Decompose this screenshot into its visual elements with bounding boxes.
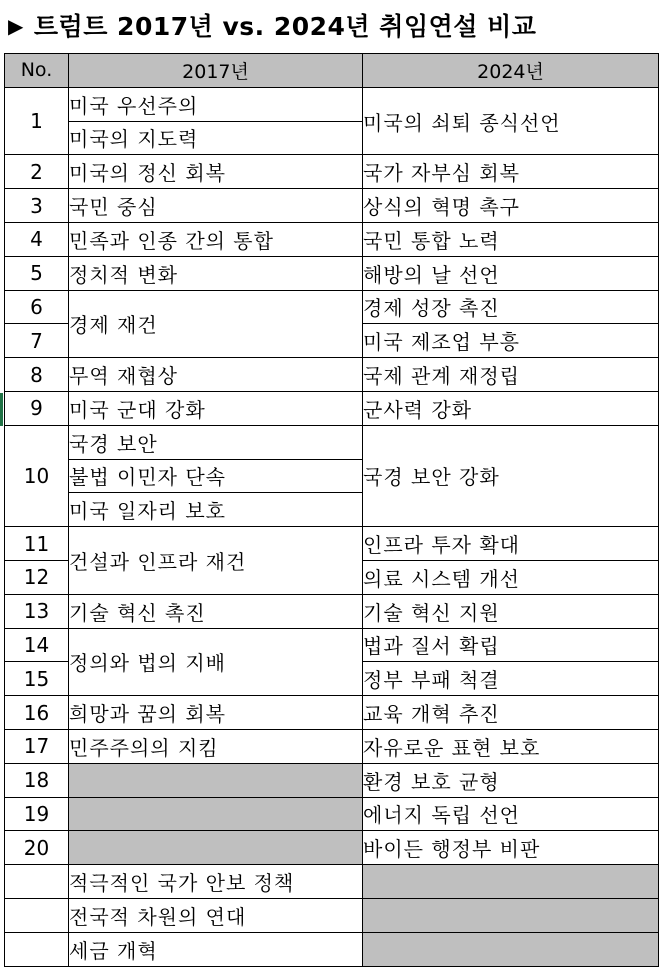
cell-2017[interactable]: 민주주의의 지킴 (69, 729, 363, 763)
comparison-table (4, 53, 659, 967)
cell-2024[interactable]: 법과 질서 확립 (363, 628, 659, 662)
cell-2017[interactable]: 건설과 인프라 재건 (69, 527, 363, 595)
cell-2024[interactable]: 의료 시스템 개선 (363, 560, 659, 594)
table-row (5, 932, 659, 966)
cell-2024[interactable]: 바이든 행정부 비판 (363, 831, 659, 865)
cell-no[interactable]: 13 (5, 594, 69, 628)
cell-no[interactable]: 17 (5, 729, 69, 763)
header-row (5, 54, 659, 88)
cell-2024[interactable]: 국제 관계 재정립 (363, 358, 659, 392)
cell-no[interactable]: 6 (5, 290, 69, 324)
cell-no[interactable]: 20 (5, 831, 69, 865)
cell-2024[interactable]: 정부 부패 척결 (363, 662, 659, 696)
cell-2024[interactable]: 상식의 혁명 촉구 (363, 189, 659, 223)
table-row (5, 763, 659, 797)
cell-2024[interactable]: 인프라 투자 확대 (363, 527, 659, 561)
cell-2017[interactable]: 적극적인 국가 안보 정책 (69, 865, 363, 899)
cell-2024[interactable]: 군사력 강화 (363, 391, 659, 425)
cell-2017[interactable]: 정치적 변화 (69, 256, 363, 290)
cell-2024[interactable]: 환경 보호 균형 (363, 763, 659, 797)
cell-2017[interactable]: 경제 재건 (69, 290, 363, 358)
cell-no[interactable]: 4 (5, 222, 69, 256)
table-row (5, 425, 659, 459)
cell-2017[interactable]: 희망과 꿈의 회복 (69, 696, 363, 730)
table-row (5, 594, 659, 628)
cell-2024[interactable]: 국경 보안 강화 (363, 425, 659, 526)
table-row (5, 358, 659, 392)
header-2024[interactable]: 2024년 (363, 54, 659, 88)
cell-2017[interactable]: 미국의 정신 회복 (69, 155, 363, 189)
cell-no[interactable]: 16 (5, 696, 69, 730)
cell-2017[interactable]: 정의와 법의 지배 (69, 628, 363, 696)
cell-no[interactable]: 10 (5, 425, 69, 526)
empty-cell[interactable] (363, 865, 659, 899)
cell-no[interactable]: 19 (5, 797, 69, 831)
table-row (5, 797, 659, 831)
table-row (5, 290, 659, 324)
table-row (5, 87, 659, 121)
cell-2024[interactable]: 경제 성장 촉진 (363, 290, 659, 324)
cell-no-empty[interactable] (5, 932, 69, 966)
table-row (5, 865, 659, 899)
cell-2024[interactable]: 자유로운 표현 보호 (363, 729, 659, 763)
cell-no[interactable]: 2 (5, 155, 69, 189)
sheet-title (8, 6, 536, 46)
cell-2017[interactable]: 세금 개혁 (69, 932, 363, 966)
cell-2017[interactable]: 미국 군대 강화 (69, 391, 363, 425)
table-row (5, 628, 659, 662)
cell-no[interactable]: 7 (5, 324, 69, 358)
cell-2024[interactable]: 해방의 날 선언 (363, 256, 659, 290)
table-row (5, 222, 659, 256)
cell-no[interactable]: 14 (5, 628, 69, 662)
cell-no[interactable]: 18 (5, 763, 69, 797)
active-cell-indicator (0, 393, 3, 426)
cell-no[interactable]: 11 (5, 527, 69, 561)
cell-2017[interactable]: 국민 중심 (69, 189, 363, 223)
empty-cell[interactable] (69, 763, 363, 797)
table-row (5, 898, 659, 932)
cell-2024[interactable]: 미국의 쇠퇴 종식선언 (363, 87, 659, 155)
table-row (5, 391, 659, 425)
cell-2024[interactable]: 에너지 독립 선언 (363, 797, 659, 831)
table-row (5, 831, 659, 865)
cell-2017[interactable]: 미국 우선주의 (69, 87, 363, 121)
table-row (5, 189, 659, 223)
cell-no[interactable]: 8 (5, 358, 69, 392)
cell-2017[interactable]: 불법 이민자 단속 (69, 459, 363, 493)
empty-cell[interactable] (363, 898, 659, 932)
cell-no-empty[interactable] (5, 898, 69, 932)
cell-2017[interactable]: 미국의 지도력 (69, 121, 363, 155)
empty-cell[interactable] (69, 797, 363, 831)
header-2017[interactable]: 2017년 (69, 54, 363, 88)
play-triangle-icon: ▶ (8, 14, 24, 38)
cell-no-empty[interactable] (5, 865, 69, 899)
table-row (5, 527, 659, 561)
header-no[interactable]: No. (5, 54, 69, 88)
empty-cell[interactable] (69, 831, 363, 865)
cell-2024[interactable]: 미국 제조업 부흥 (363, 324, 659, 358)
cell-no[interactable]: 1 (5, 87, 69, 155)
cell-2024[interactable]: 교육 개혁 추진 (363, 696, 659, 730)
cell-no[interactable]: 15 (5, 662, 69, 696)
cell-2017[interactable]: 미국 일자리 보호 (69, 493, 363, 527)
cell-2017[interactable]: 민족과 인종 간의 통합 (69, 222, 363, 256)
cell-no[interactable]: 3 (5, 189, 69, 223)
table-row (5, 256, 659, 290)
empty-cell[interactable] (363, 932, 659, 966)
cell-2024[interactable]: 기술 혁신 지원 (363, 594, 659, 628)
table-row (5, 696, 659, 730)
cell-2024[interactable]: 국민 통합 노력 (363, 222, 659, 256)
cell-2017[interactable]: 전국적 차원의 연대 (69, 898, 363, 932)
title-text: 트럼트 2017년 vs. 2024년 취임연설 비교 (33, 12, 537, 41)
table-row (5, 729, 659, 763)
cell-no[interactable]: 5 (5, 256, 69, 290)
cell-no[interactable]: 9 (5, 391, 69, 425)
table-row (5, 155, 659, 189)
cell-2017[interactable]: 기술 혁신 촉진 (69, 594, 363, 628)
cell-no[interactable]: 12 (5, 560, 69, 594)
cell-2017[interactable]: 국경 보안 (69, 425, 363, 459)
cell-2024[interactable]: 국가 자부심 회복 (363, 155, 659, 189)
cell-2017[interactable]: 무역 재협상 (69, 358, 363, 392)
